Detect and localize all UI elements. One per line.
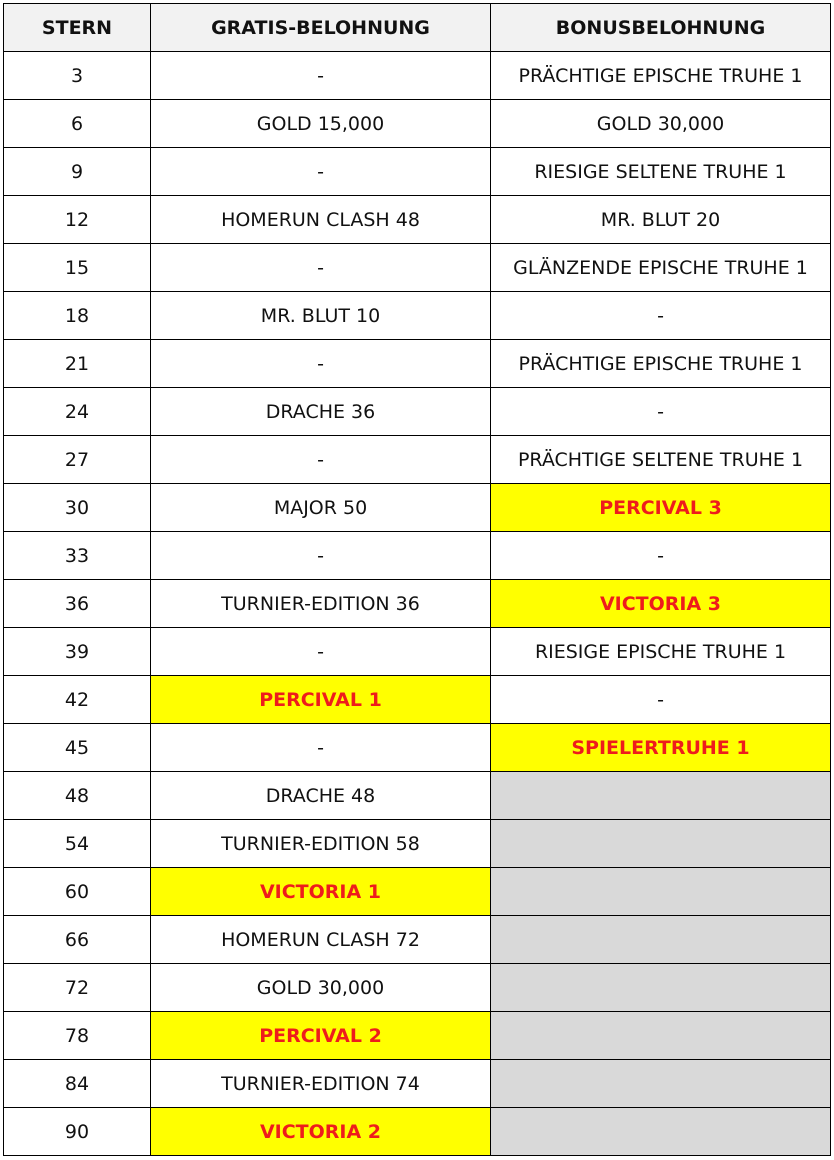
free-reward-cell: TURNIER-EDITION 74: [151, 1060, 491, 1108]
star-cell: 54: [4, 820, 151, 868]
star-cell: 33: [4, 532, 151, 580]
bonus-reward-empty-cell: [491, 1108, 831, 1156]
star-cell: 66: [4, 916, 151, 964]
free-reward-cell: VICTORIA 2: [151, 1108, 491, 1156]
star-cell: 42: [4, 676, 151, 724]
free-reward-cell: HOMERUN CLASH 72: [151, 916, 491, 964]
free-reward-cell: MR. BLUT 10: [151, 292, 491, 340]
star-cell: 6: [4, 100, 151, 148]
star-cell: 18: [4, 292, 151, 340]
table-row: [4, 1108, 831, 1156]
table-row: [4, 820, 831, 868]
table-row: [4, 916, 831, 964]
table-row: [4, 484, 831, 532]
free-reward-cell: VICTORIA 1: [151, 868, 491, 916]
bonus-reward-cell: RIESIGE EPISCHE TRUHE 1: [491, 628, 831, 676]
bonus-reward-cell: PRÄCHTIGE EPISCHE TRUHE 1: [491, 340, 831, 388]
star-cell: 24: [4, 388, 151, 436]
star-cell: 48: [4, 772, 151, 820]
table-row: [4, 964, 831, 1012]
star-cell: 45: [4, 724, 151, 772]
star-cell: 9: [4, 148, 151, 196]
table-row: [4, 196, 831, 244]
table-row: [4, 868, 831, 916]
star-cell: 15: [4, 244, 151, 292]
table-row: [4, 340, 831, 388]
star-cell: 84: [4, 1060, 151, 1108]
free-reward-cell: HOMERUN CLASH 48: [151, 196, 491, 244]
bonus-reward-cell: -: [491, 532, 831, 580]
free-reward-cell: PERCIVAL 1: [151, 676, 491, 724]
free-reward-cell: MAJOR 50: [151, 484, 491, 532]
star-cell: 78: [4, 1012, 151, 1060]
bonus-reward-empty-cell: [491, 916, 831, 964]
table-row: [4, 52, 831, 100]
free-reward-cell: TURNIER-EDITION 36: [151, 580, 491, 628]
free-reward-cell: GOLD 30,000: [151, 964, 491, 1012]
star-cell: 12: [4, 196, 151, 244]
bonus-reward-cell: PERCIVAL 3: [491, 484, 831, 532]
free-reward-cell: PERCIVAL 2: [151, 1012, 491, 1060]
star-cell: 27: [4, 436, 151, 484]
star-cell: 30: [4, 484, 151, 532]
star-cell: 72: [4, 964, 151, 1012]
bonus-reward-empty-cell: [491, 868, 831, 916]
star-cell: 21: [4, 340, 151, 388]
table-row: [4, 532, 831, 580]
bonus-reward-cell: PRÄCHTIGE SELTENE TRUHE 1: [491, 436, 831, 484]
bonus-reward-cell: RIESIGE SELTENE TRUHE 1: [491, 148, 831, 196]
free-reward-cell: -: [151, 148, 491, 196]
free-reward-cell: -: [151, 532, 491, 580]
table-row: [4, 1012, 831, 1060]
free-reward-cell: DRACHE 48: [151, 772, 491, 820]
table-row: [4, 628, 831, 676]
bonus-reward-empty-cell: [491, 820, 831, 868]
star-cell: 60: [4, 868, 151, 916]
free-reward-cell: -: [151, 340, 491, 388]
table-row: [4, 1060, 831, 1108]
bonus-reward-cell: GOLD 30,000: [491, 100, 831, 148]
table-row: [4, 100, 831, 148]
header-free-reward: GRATIS-BELOHNUNG: [151, 4, 491, 52]
bonus-reward-cell: -: [491, 388, 831, 436]
table-row: [4, 724, 831, 772]
bonus-reward-cell: VICTORIA 3: [491, 580, 831, 628]
bonus-reward-cell: SPIELERTRUHE 1: [491, 724, 831, 772]
free-reward-cell: GOLD 15,000: [151, 100, 491, 148]
bonus-reward-cell: GLÄNZENDE EPISCHE TRUHE 1: [491, 244, 831, 292]
bonus-reward-empty-cell: [491, 1060, 831, 1108]
table-row: [4, 292, 831, 340]
free-reward-cell: -: [151, 52, 491, 100]
free-reward-cell: DRACHE 36: [151, 388, 491, 436]
star-cell: 36: [4, 580, 151, 628]
bonus-reward-cell: PRÄCHTIGE EPISCHE TRUHE 1: [491, 52, 831, 100]
bonus-reward-empty-cell: [491, 1012, 831, 1060]
table-body: [4, 52, 831, 1156]
free-reward-cell: -: [151, 244, 491, 292]
reward-table-container: [3, 3, 831, 1156]
table-row: [4, 388, 831, 436]
header-bonus-reward: BONUSBELOHNUNG: [491, 4, 831, 52]
star-cell: 90: [4, 1108, 151, 1156]
table-row: [4, 436, 831, 484]
bonus-reward-cell: MR. BLUT 20: [491, 196, 831, 244]
free-reward-cell: -: [151, 628, 491, 676]
bonus-reward-cell: -: [491, 292, 831, 340]
table-row: [4, 676, 831, 724]
bonus-reward-cell: -: [491, 676, 831, 724]
bonus-reward-empty-cell: [491, 964, 831, 1012]
bonus-reward-empty-cell: [491, 772, 831, 820]
table-header-row: [4, 4, 831, 52]
free-reward-cell: -: [151, 724, 491, 772]
free-reward-cell: -: [151, 436, 491, 484]
star-cell: 3: [4, 52, 151, 100]
table-row: [4, 580, 831, 628]
table-row: [4, 772, 831, 820]
header-star: STERN: [4, 4, 151, 52]
table-row: [4, 148, 831, 196]
star-cell: 39: [4, 628, 151, 676]
table-row: [4, 244, 831, 292]
reward-table: [3, 3, 831, 1156]
free-reward-cell: TURNIER-EDITION 58: [151, 820, 491, 868]
